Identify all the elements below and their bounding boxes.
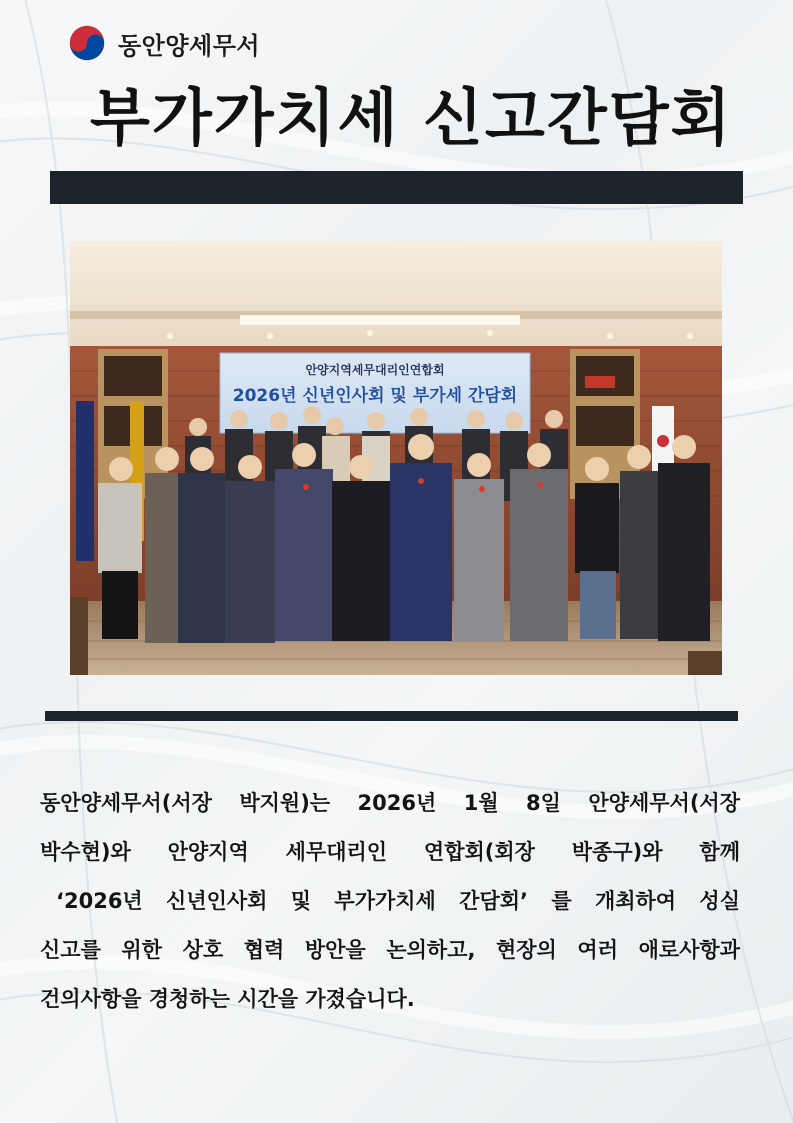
event-group-photo [70,241,722,675]
top-divider-bar [50,171,743,204]
body-line-1: 동안양세무서(서장 박지원)는 2026년 1월 8일 안양세무서(서장 [40,791,740,815]
banner-line2: 2026년 신년인사회 및 부가세 간담회 [232,386,518,406]
header-logo [68,24,260,62]
office-name: 동안양세무서 [118,31,261,60]
page-title: 부가가치세 신고간담회 [90,81,733,154]
body-line-3: ‘2026년 신년인사회 및 부가가치세 간담회’ 를 개최하여 성실 [56,889,740,913]
taegeuk-emblem-icon [68,24,106,62]
bottom-divider-bar [45,711,738,721]
body-paragraph [40,783,740,1028]
body-line-5: 건의사항을 경청하는 시간을 가졌습니다. [40,987,415,1011]
body-line-2: 박수현)와 안양지역 세무대리인 연합회(회장 박종구)와 함께 [40,840,740,864]
body-line-4: 신고를 위한 상호 협력 방안을 논의하고, 현장의 여러 애로사항과 [40,938,740,962]
banner-line1: 안양지역세무대리인연합회 [305,363,445,377]
